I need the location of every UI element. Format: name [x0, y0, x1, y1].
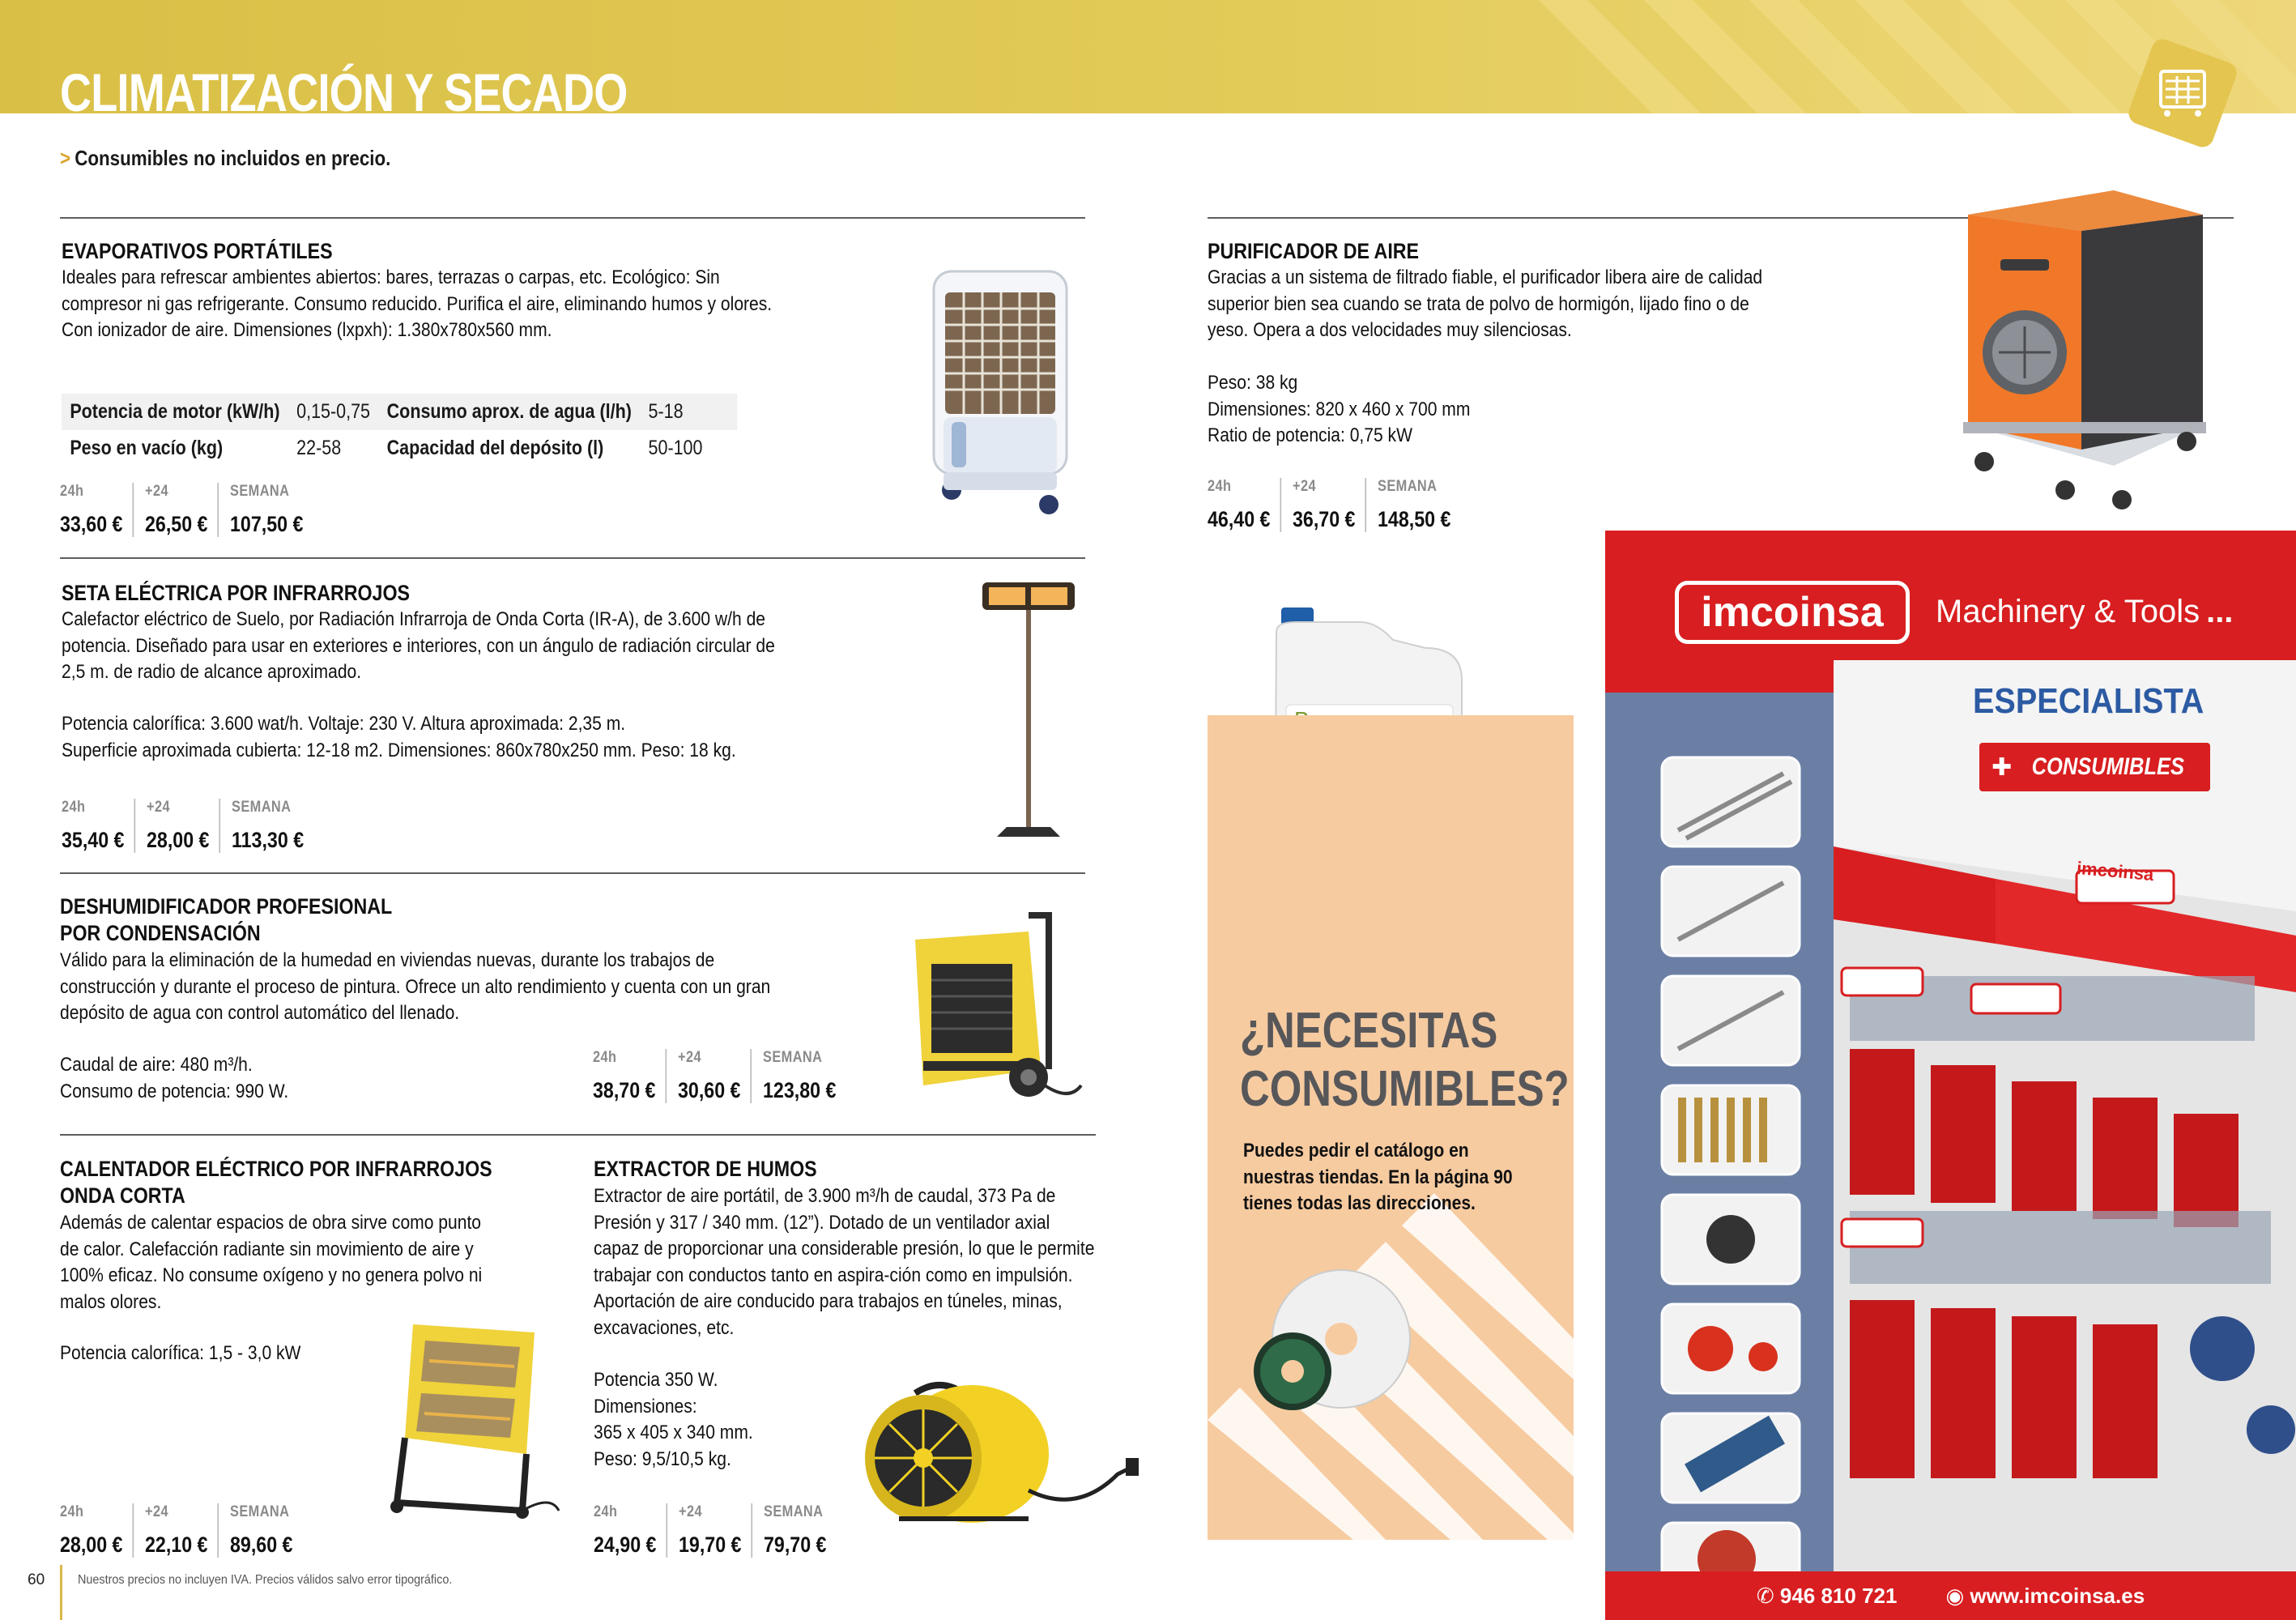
ad-phone: ✆ 946 810 721 — [1756, 1583, 1898, 1608]
price-24h: 24h 28,00 € — [60, 1503, 134, 1558]
price-block — [60, 1503, 313, 1558]
air-purifier-image — [1952, 182, 2219, 514]
plus-icon: ✚ — [1991, 753, 2013, 781]
price-24h: 24h 46,40 € — [1208, 478, 1281, 532]
climate-unit-icon — [2156, 66, 2209, 120]
spec-row — [62, 394, 738, 430]
price-week: SEMANA 113,30 € — [232, 799, 305, 852]
page-number: 60 — [28, 1571, 45, 1588]
spec-label: Potencia de motor (kW/h) — [62, 394, 288, 430]
price-week: SEMANA 79,70 € — [764, 1503, 827, 1557]
promo-title: ¿NECESITAS CONSUMIBLES? — [1240, 1003, 1570, 1117]
patio-heater-image — [976, 571, 1081, 846]
price-plus24: +24 36,70 € — [1293, 478, 1366, 532]
product-title-seta: SETA ELÉCTRICA POR INFRARROJOS — [62, 581, 411, 605]
spec-row — [62, 430, 738, 467]
product-description: Además de calentar espacios de obra sirve como punto de calor. Calefacción radiante sin movimiento de aire y 100% eficaz. No consume oxígeno y no genera polvo ni malos olores. — [60, 1212, 483, 1313]
spec-value: 5-18 — [640, 394, 737, 430]
product-specs: Peso: 38 kg Dimensiones: 820 x 460 x 700 mm Ratio de potencia: 0,75 kW — [1208, 372, 1471, 446]
divider — [60, 217, 1085, 219]
chevron-right-icon: > — [60, 146, 71, 170]
price-week: SEMANA 148,50 € — [1378, 478, 1451, 531]
product-description: Válido para la eliminación de la humedad en viviendas nuevas, durante los trabajos de construcción y durante el proceso de pintura. Ofrece un alto rendimiento y cuenta con un gran depósito de agua con control automático del llenado. — [60, 949, 771, 1024]
ad-store-photo — [1834, 660, 2296, 1588]
dehumidifier-image — [907, 907, 1085, 1110]
price-week: SEMANA 107,50 € — [230, 483, 304, 536]
product-title-extractor: EXTRACTOR DE HUMOS — [594, 1157, 817, 1181]
price-plus24: +24 26,50 € — [145, 483, 219, 537]
price-24h: 24h 35,40 € — [62, 799, 135, 853]
imcoinsa-ad — [1605, 531, 2296, 1620]
imcoinsa-logo: imcoinsa — [1675, 581, 1910, 644]
product-specs: Caudal de aire: 480 m³/h. Consumo de potencia: 990 W. — [60, 1054, 289, 1102]
product-description: Extractor de aire portátil, de 3.900 m³/h de caudal, 373 Pa de Presión y 317 / 340 mm. (12”). Dotado de un ventilador axial capaz de proporcionar una considerable presión, lo que le permite trabajar con conductos tanto en aspira-ción como en impulsión. Aportación de aire conducido para trabajos en túneles, minas, excavaciones, etc. — [594, 1185, 1095, 1339]
price-block — [594, 1503, 847, 1558]
product-description: Ideales para refrescar ambientes abiertos: bares, terrazas o carpas, etc. Ecológico: Sin compresor ni gas refrigerante. Consumo reducido. Purifica el aire, eliminando humos y olores. Con ionizador de aire. Dimensiones (lxpxh): 1.380x780x560 mm. — [62, 266, 773, 341]
footer-divider — [60, 1565, 62, 1620]
price-24h: 24h 24,90 € — [594, 1503, 667, 1558]
price-24h: 24h 33,60 € — [60, 483, 134, 537]
price-plus24: +24 30,60 € — [678, 1049, 752, 1103]
product-title-calentador: CALENTADOR ELÉCTRICO POR INFRARROJOS ONDA CORTA — [60, 1157, 492, 1208]
ad-consumibles-badge: ✚ CONSUMIBLES — [1979, 743, 2210, 791]
divider — [60, 557, 1085, 559]
ad-shelf-display — [1834, 846, 2296, 1584]
product-description: Calefactor eléctrico de Suelo, por Radiación Infrarroja de Onda Corta (IR-A), de 3.600 w/h de potencia. Diseñado para usar en exteriores e interiores, con un ángulo de radiación circular de 2,5 m. de radio de alcance aproximado. — [62, 608, 775, 683]
spec-table — [62, 394, 738, 467]
spec-value: 50-100 — [648, 437, 703, 459]
product-specs: Potencia calorífica: 3.600 wat/h. Voltaje: 230 V. Altura aproximada: 2,35 m. Superficie aproximada cubierta: 12-18 m2. Dimensiones: 860x780x250 mm. Peso: 18 kg. — [62, 713, 736, 761]
consumables-promo-panel — [1208, 715, 1574, 1540]
footer-disclaimer: Nuestros precios no incluyen IVA. Precios válidos salvo error tipográfico. — [78, 1573, 453, 1587]
ad-web: ◉ www.imcoinsa.es — [1945, 1583, 2145, 1608]
price-plus24: +24 28,00 € — [147, 799, 220, 853]
spec-value: 22-58 — [296, 437, 342, 459]
spec-label: Consumo aprox. de agua (l/h) — [378, 394, 640, 430]
price-plus24: +24 22,10 € — [145, 1503, 219, 1558]
price-block — [1208, 478, 1472, 532]
ad-tagline: Machinery & Tools ... — [1936, 594, 2234, 629]
fume-extractor-image — [850, 1377, 1142, 1531]
ad-tool-thumbnails — [1605, 693, 1834, 1588]
sanding-disc-image — [1244, 1266, 1438, 1428]
price-block — [60, 483, 324, 537]
shelf-sign: imcoinsa — [2076, 857, 2155, 885]
globe-icon: ◉ — [1945, 1583, 1965, 1608]
infrared-heater-image — [381, 1316, 567, 1519]
price-24h: 24h 38,70 € — [593, 1049, 667, 1103]
divider — [60, 872, 1085, 874]
price-block — [62, 799, 325, 853]
product-specs: Potencia calorífica: 1,5 - 3,0 kW — [60, 1342, 301, 1364]
price-week: SEMANA 123,80 € — [763, 1049, 837, 1102]
phone-icon: ✆ — [1756, 1583, 1774, 1608]
consumables-note: > Consumibles no incluidos en precio. — [60, 146, 391, 170]
spec-label: Capacidad del depósito (l) — [386, 437, 604, 459]
price-week: SEMANA 89,60 € — [230, 1503, 293, 1557]
ad-headline: ESPECIALISTA — [1973, 681, 2204, 721]
spec-label: Peso en vacío (kg) — [70, 437, 224, 459]
price-plus24: +24 19,70 € — [679, 1503, 752, 1558]
price-block — [593, 1049, 857, 1103]
product-title-purificador: PURIFICADOR DE AIRE — [1208, 239, 1420, 263]
header-band — [0, 0, 2296, 113]
page-title: CLIMATIZACIÓN Y SECADO — [60, 62, 628, 113]
spec-value: 0,15-0,75 — [288, 394, 378, 430]
product-title-deshumidificador: DESHUMIDIFICADOR PROFESIONAL POR CONDENSACIÓN — [60, 894, 393, 945]
product-description: Gracias a un sistema de filtrado fiable, el purificador libera aire de calidad superior bien sea cuando se trata de polvo de hormigón, lijado fino o de yeso. Opera a dos velocidades muy silenciosas. — [1208, 266, 1763, 341]
product-title-evaporativos: EVAPORATIVOS PORTÁTILES — [62, 239, 333, 263]
ad-contact-bar — [1605, 1571, 2296, 1620]
divider — [60, 1134, 1096, 1136]
evaporative-cooler-image — [919, 263, 1081, 522]
product-specs: Potencia 350 W. Dimensiones: 365 x 405 x 340 mm. Peso: 9,5/10,5 kg. — [594, 1369, 753, 1470]
promo-text: Puedes pedir el catálogo en nuestras tiendas. En la página 90 tienes todas las direcciones. — [1243, 1140, 1513, 1214]
